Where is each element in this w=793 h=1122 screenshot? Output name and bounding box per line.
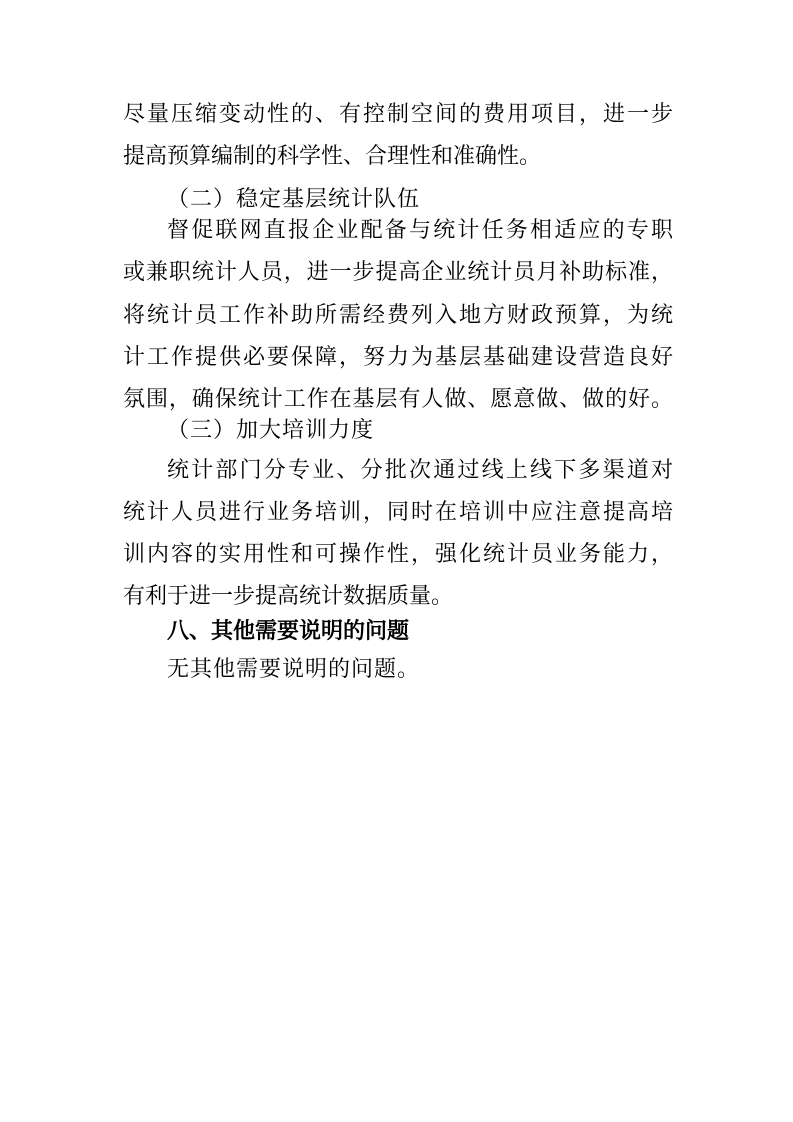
paragraph-line: 统计人员进行业务培训，同时在培训中应注意提高培 bbox=[123, 500, 673, 525]
paragraph-line: 计工作提供必要保障，努力为基层基础建设营造良好 bbox=[123, 345, 673, 370]
paragraph-line: 督促联网直报企业配备与统计任务相适应的专职 bbox=[167, 218, 673, 243]
section-heading-8: 八、其他需要说明的问题 bbox=[167, 619, 410, 644]
paragraph-line: 训内容的实用性和可操作性，强化统计员业务能力， bbox=[123, 542, 673, 567]
paragraph-line: 提高预算编制的科学性、合理性和准确性。 bbox=[123, 144, 542, 169]
section-heading-2: （二）稳定基层统计队伍 bbox=[167, 187, 421, 212]
paragraph-line: 将统计员工作补助所需经费列入地方财政预算，为统 bbox=[123, 303, 673, 328]
paragraph-line: 统计部门分专业、分批次通过线上线下多渠道对 bbox=[167, 458, 673, 483]
section-heading-3: （三）加大培训力度 bbox=[167, 418, 375, 443]
paragraph-line: 氛围，确保统计工作在基层有人做、愿意做、做的好。 bbox=[123, 387, 673, 412]
paragraph-line: 或兼职统计人员，进一步提高企业统计员月补助标准， bbox=[123, 260, 673, 285]
paragraph-line: 尽量压缩变动性的、有控制空间的费用项目，进一步 bbox=[123, 102, 673, 127]
paragraph-line: 有利于进一步提高统计数据质量。 bbox=[123, 584, 454, 609]
paragraph-line: 无其他需要说明的问题。 bbox=[167, 657, 421, 682]
